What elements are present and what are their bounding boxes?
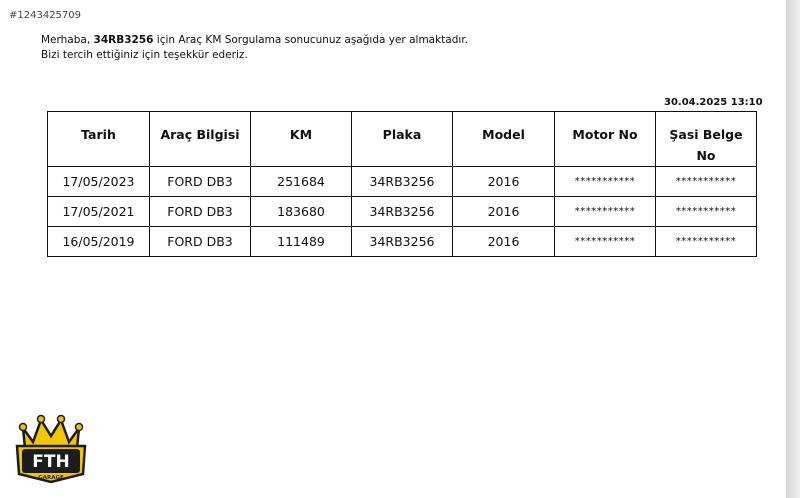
cell-engine-no: *********** — [555, 197, 656, 227]
header-chassis-line-1: Şasi Belge — [669, 127, 743, 142]
header-chassis-no — [656, 112, 757, 167]
table-row — [48, 167, 757, 197]
cell-engine-no: *********** — [555, 167, 656, 197]
cell-plate: 34RB3256 — [352, 197, 453, 227]
km-history-table — [47, 111, 757, 257]
logo-text: FTH — [32, 452, 70, 472]
greeting-line-1 — [41, 33, 468, 48]
cell-plate: 34RB3256 — [352, 227, 453, 257]
cell-date: 17/05/2023 — [48, 167, 150, 197]
table-row — [48, 197, 757, 227]
header-chassis-line-2: No — [696, 148, 716, 163]
page-edge-shadow — [786, 0, 800, 498]
greeting-text — [41, 33, 468, 63]
cell-model: 2016 — [453, 227, 555, 257]
plate-number: 34RB3256 — [93, 34, 154, 46]
cell-date: 17/05/2021 — [48, 197, 150, 227]
cell-vehicle-info: FORD DB3 — [150, 167, 251, 197]
table-row — [48, 227, 757, 257]
query-timestamp: 30.04.2025 13:10 — [664, 97, 763, 108]
header-engine-no: Motor No — [555, 112, 656, 167]
greeting-line-2: Bizi tercih ettiğiniz için teşekkür ederiz. — [41, 49, 248, 61]
cell-chassis-no: *********** — [656, 197, 757, 227]
cell-model: 2016 — [453, 197, 555, 227]
table-header-row — [48, 112, 757, 167]
crown-garage-logo-icon — [13, 408, 89, 484]
cell-date: 16/05/2019 — [48, 227, 150, 257]
cell-plate: 34RB3256 — [352, 167, 453, 197]
cell-model: 2016 — [453, 167, 555, 197]
cell-chassis-no: *********** — [656, 167, 757, 197]
greeting-suffix: için Araç KM Sorgulama sonucunuz aşağıda yer almaktadır. — [153, 34, 469, 46]
header-plate: Plaka — [352, 112, 453, 167]
logo-subtext: GARAGE — [38, 475, 64, 481]
cell-km: 251684 — [251, 167, 352, 197]
cell-vehicle-info: FORD DB3 — [150, 197, 251, 227]
listing-id: #1243425709 — [9, 10, 82, 21]
cell-chassis-no: *********** — [656, 227, 757, 257]
header-km: KM — [251, 112, 352, 167]
cell-km: 111489 — [251, 227, 352, 257]
cell-engine-no: *********** — [555, 227, 656, 257]
cell-vehicle-info: FORD DB3 — [150, 227, 251, 257]
greeting-prefix: Merhaba, — [41, 34, 94, 46]
header-vehicle-info: Araç Bilgisi — [150, 112, 251, 167]
cell-km: 183680 — [251, 197, 352, 227]
header-date: Tarih — [48, 112, 150, 167]
header-model: Model — [453, 112, 555, 167]
